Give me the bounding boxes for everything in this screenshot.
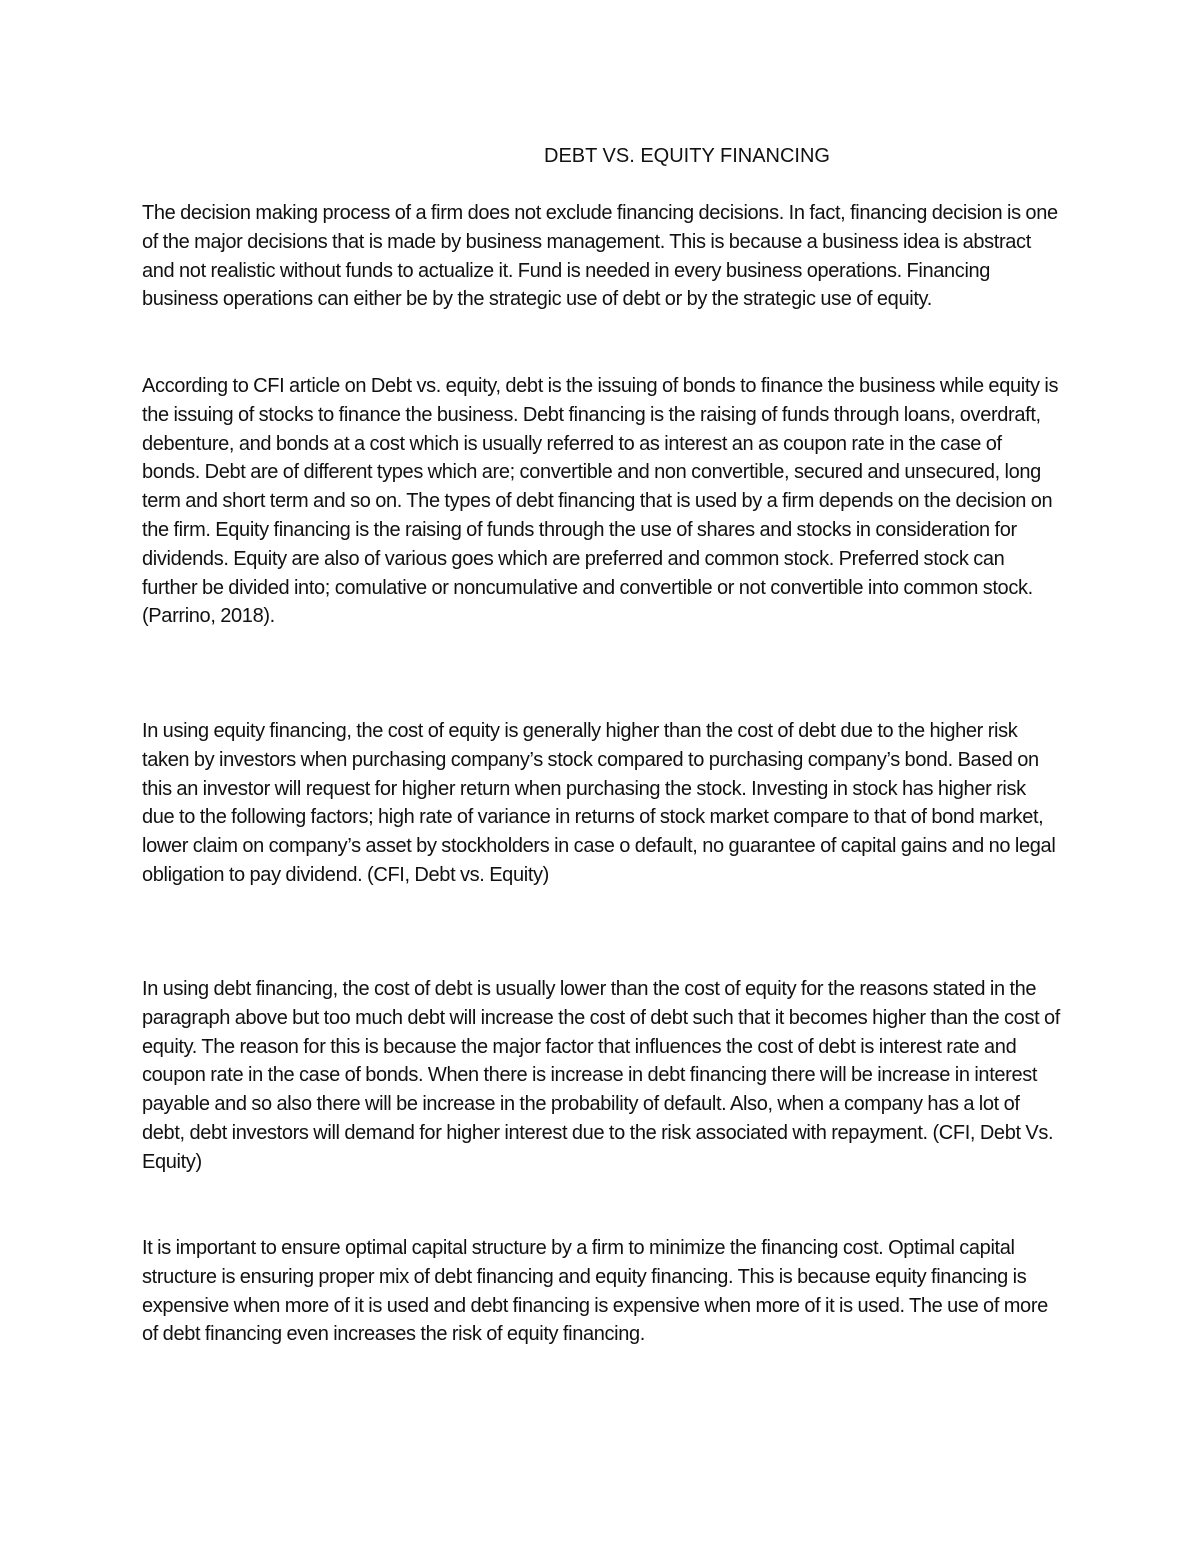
paragraph-intro: The decision making process of a firm does not exclude financing decisions. In fact, financing decision is one of the major decisions that is made by business management. This is because a business idea is abstract and not realistic without funds to actualize it. Fund is needed in every business operations. Financing business operations can either be by the strategic use of debt or by the strategic use of equity. [142,202,1058,311]
paragraph-equity-cost: In using equity financing, the cost of equity is generally higher than the cost of debt due to the higher risk taken by investors when purchasing company’s stock compared to purchasing company’s bond. Based on this an investor will request for higher return when purchasing the stock. Investing in stock has higher risk due to the following factors; high rate of variance in returns of stock market compare to that of bond market, lower claim on company’s asset by stockholders in case o default, no guarantee of capital gains and no legal obligation to pay dividend. (CFI, Debt vs. Equity) [142,720,1056,886]
paragraph-capital-structure: It is important to ensure optimal capital structure by a firm to minimize the financing cost. Optimal capital structure is ensuring proper mix of debt financing and equity financing. This is because equity financing is expensive when more of it is used and debt financing is expensive when more of it is used. The use of more of debt financing even increases the risk of equity financing. [142,1237,1048,1346]
paragraph-debt-cost: In using debt financing, the cost of debt is usually lower than the cost of equity for the reasons stated in the paragraph above but too much debt will increase the cost of debt such that it becomes higher than the cost of equity. The reason for this is because the major factor that influences the cost of debt is interest rate and coupon rate in the case of bonds. When there is increase in debt financing there will be increase in interest payable and so also there will be increase in the probability of default. Also, when a company has a lot of debt, debt investors will demand for higher interest due to the risk associated with repayment. (CFI, Debt Vs. Equity) [142,978,1060,1173]
paragraph-definitions: According to CFI article on Debt vs. equity, debt is the issuing of bonds to finance the business while equity is the issuing of stocks to finance the business. Debt financing is the raising of funds through loans, overdraft, debenture, and bonds at a cost which is usually referred to as interest an as coupon rate in the case of bonds. Debt are of different types which are; convertible and non convertible, secured and unsecured, long term and short term and so on. The types of debt financing that is used by a firm depends on the decision on the firm. Equity financing is the raising of funds through the use of shares and stocks in consideration for dividends. Equity are also of various goes which are preferred and common stock. Preferred stock can further be divided into; comulative or noncumulative and convertible or not convertible into common stock. (Parrino, 2018). [142,375,1059,628]
document-title: DEBT VS. EQUITY FINANCING [544,145,830,167]
